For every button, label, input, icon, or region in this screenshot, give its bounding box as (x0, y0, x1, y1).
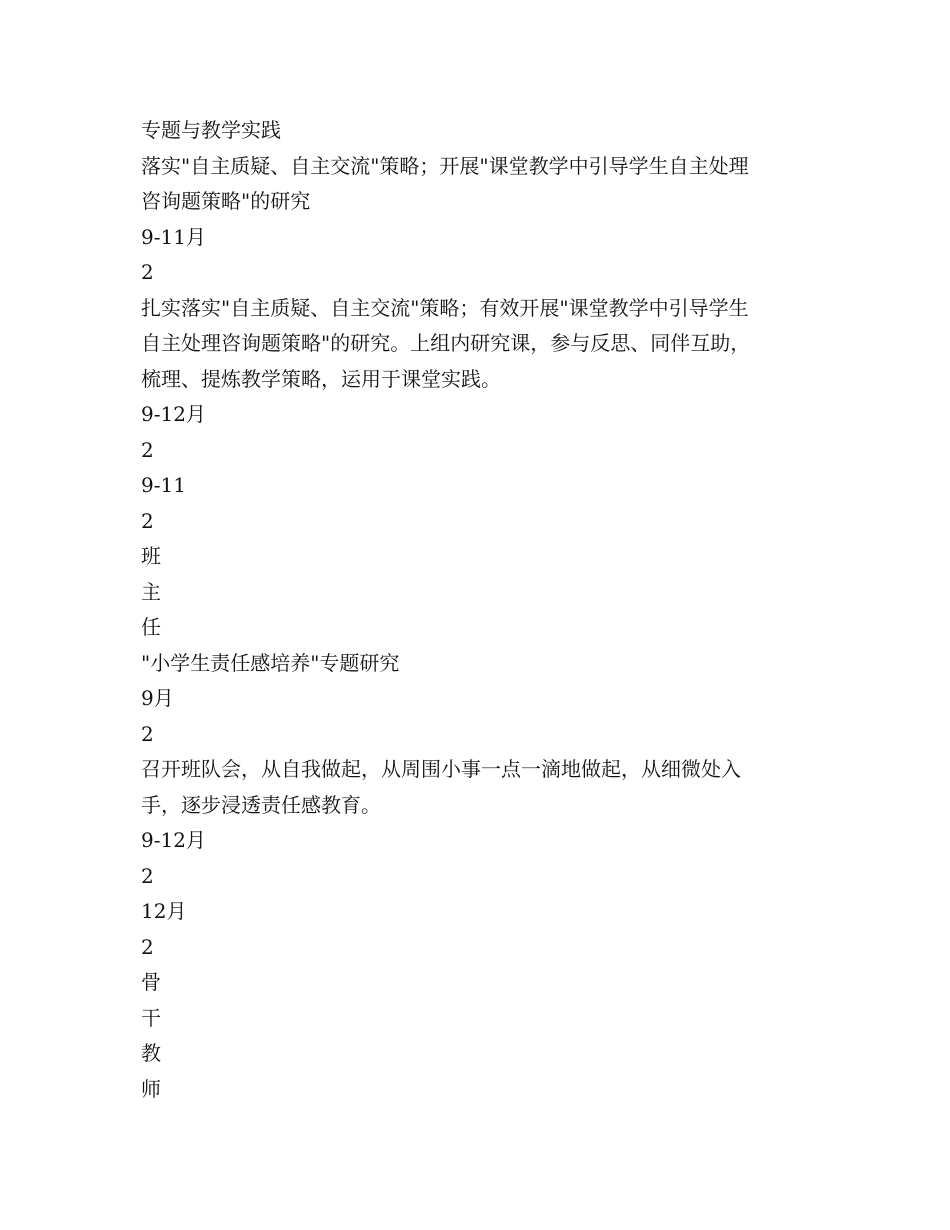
text-line: 9-12月 (141, 828, 206, 852)
text-line: 2 (141, 508, 154, 533)
text-line: 班 (141, 544, 161, 568)
text-line: 主 (141, 579, 161, 604)
text-line: 9-11 (141, 473, 186, 497)
text-line: 专题与教学实践 (141, 118, 281, 142)
document-body (141, 113, 821, 1107)
text-line: 9月 (141, 686, 174, 710)
text-line: 2 (141, 260, 154, 284)
text-line: 骨 (141, 970, 161, 994)
text-line: 咨询题策略"的研究 (141, 189, 311, 213)
text-line: 师 (141, 1076, 161, 1101)
text-line: 手，逐步浸透责任感教育。 (141, 792, 381, 817)
text-line: 自主处理咨询题策略"的研究。上组内研究课，参与反思、同伴互助， (141, 331, 751, 355)
text-line: 教 (141, 1041, 161, 1065)
text-line: 2 (141, 721, 154, 746)
text-line: 9-11月 (141, 224, 206, 249)
text-line: 召开班队会，从自我做起，从周围小事一点一滴地做起，从细微处入 (141, 757, 741, 781)
text-line: 2 (141, 863, 154, 888)
text-line: 扎实落实"自主质疑、自主交流"策略；有效开展"课堂教学中引导学生 (141, 295, 749, 320)
text-line: 2 (141, 934, 154, 959)
text-line: 任 (141, 615, 161, 639)
text-line: "小学生责任感培养"专题研究 (141, 650, 400, 675)
text-line: 2 (141, 437, 154, 462)
text-line: 落实"自主质疑、自主交流"策略；开展"课堂教学中引导学生自主处理 (141, 153, 749, 178)
text-line: 梳理、提炼教学策略，运用于课堂实践。 (141, 366, 501, 391)
text-line: 12月 (141, 899, 187, 923)
text-line: 9-12月 (141, 402, 206, 426)
text-line: 干 (141, 1005, 161, 1030)
